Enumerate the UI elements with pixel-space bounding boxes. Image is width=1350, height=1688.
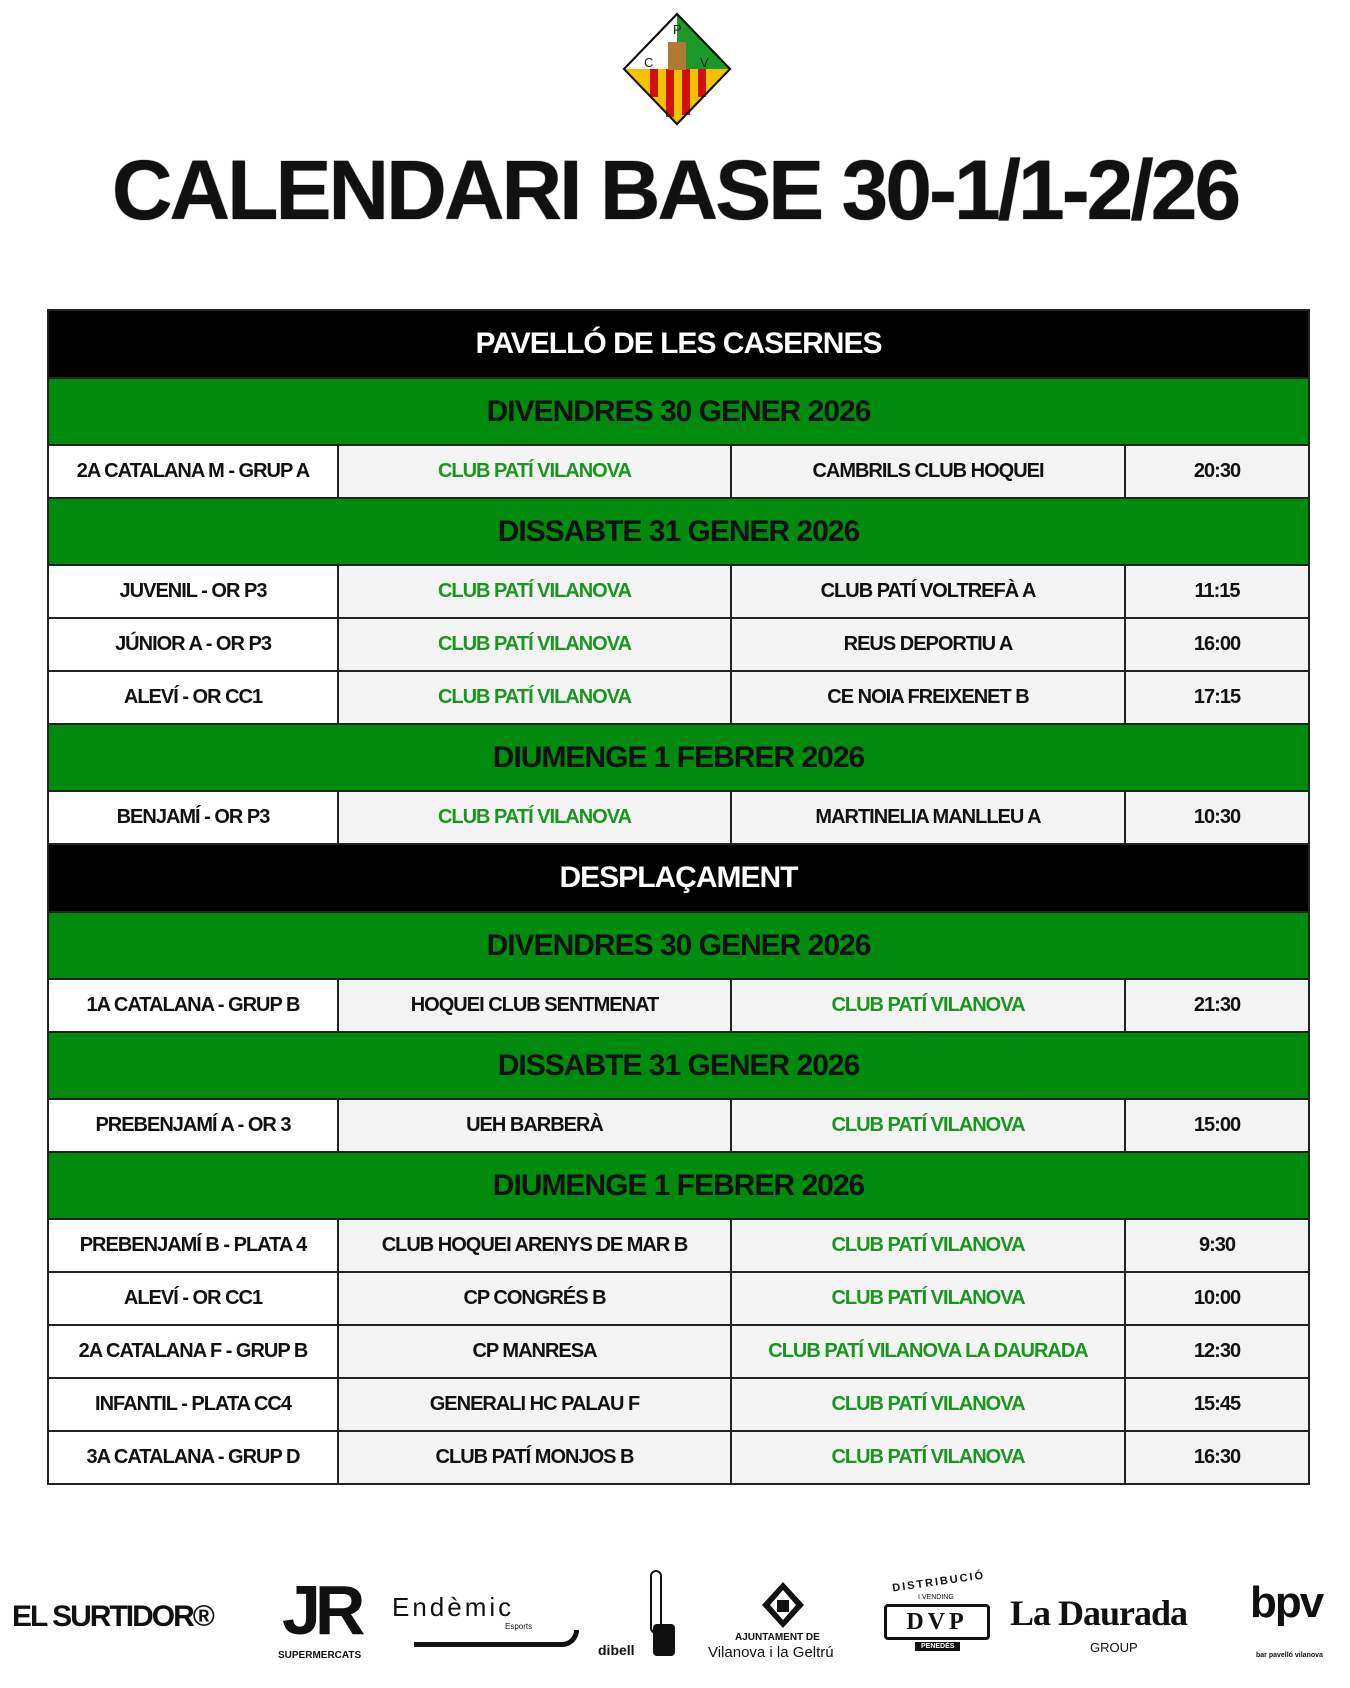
day-header-row xyxy=(48,378,1309,445)
match-category: PREBENJAMÍ A - OR 3 xyxy=(95,1114,291,1136)
match-time: 20:30 xyxy=(1193,460,1241,482)
away-team-cell xyxy=(731,791,1125,844)
home-team: UEH BARBERÀ xyxy=(466,1114,603,1136)
away-team-cell xyxy=(731,565,1125,618)
match-row xyxy=(48,1099,1309,1152)
match-time: 17:15 xyxy=(1193,686,1241,708)
match-time-cell xyxy=(1125,445,1309,498)
match-row xyxy=(48,1272,1309,1325)
match-time-cell xyxy=(1125,1325,1309,1378)
match-time: 9:30 xyxy=(1198,1234,1236,1256)
match-category-cell xyxy=(48,1099,338,1152)
day-label: DISSABTE 31 GENER 2026 xyxy=(497,514,860,548)
day-header-row xyxy=(48,1152,1309,1219)
away-team-cell xyxy=(731,445,1125,498)
day-label: DIVENDRES 30 GENER 2026 xyxy=(486,394,871,428)
match-time-cell xyxy=(1125,1219,1309,1272)
sponsor-ajuntament-top: AJUNTAMENT DE xyxy=(735,1632,820,1643)
match-category-cell xyxy=(48,1325,338,1378)
sponsor-dvp: DVP xyxy=(884,1604,990,1640)
match-row xyxy=(48,979,1309,1032)
home-team: HOQUEI CLUB SENTMENAT xyxy=(410,994,659,1016)
endemic-swoosh xyxy=(414,1630,579,1647)
match-category: 3A CATALANA - GRUP D xyxy=(86,1446,300,1468)
match-category: ALEVÍ - OR CC1 xyxy=(123,686,263,708)
home-team: CLUB PATÍ VILANOVA xyxy=(437,580,632,602)
match-row xyxy=(48,791,1309,844)
match-time: 16:30 xyxy=(1193,1446,1241,1468)
venue-header-row xyxy=(48,844,1309,912)
match-category-cell xyxy=(48,1219,338,1272)
match-category-cell xyxy=(48,1378,338,1431)
match-row xyxy=(48,1219,1309,1272)
club-logo xyxy=(620,12,734,126)
match-category: INFANTIL - PLATA CC4 xyxy=(95,1393,291,1415)
match-time-cell xyxy=(1125,565,1309,618)
away-team: CLUB PATÍ VILANOVA LA DAURADA xyxy=(768,1340,1088,1362)
sponsor-endemic: Endèmic xyxy=(392,1592,515,1622)
match-row xyxy=(48,1378,1309,1431)
match-category: 2A CATALANA F - GRUP B xyxy=(78,1340,308,1362)
away-team: CLUB PATÍ VILANOVA xyxy=(831,994,1025,1016)
home-team-cell xyxy=(338,979,731,1032)
dibella-figure xyxy=(650,1570,662,1634)
away-team-cell xyxy=(731,1219,1125,1272)
day-header xyxy=(48,498,1309,565)
match-row xyxy=(48,671,1309,724)
match-category: JÚNIOR A - OR P3 xyxy=(115,633,271,655)
venue-header-row xyxy=(48,310,1309,378)
page-title xyxy=(40,128,1310,253)
away-team-cell xyxy=(731,618,1125,671)
home-team: CP MANRESA xyxy=(472,1340,597,1362)
day-label: DIUMENGE 1 FEBRER 2026 xyxy=(492,740,865,774)
home-team-cell xyxy=(338,1219,731,1272)
match-category-cell xyxy=(48,1431,338,1484)
home-team-cell xyxy=(338,791,731,844)
match-category: PREBENJAMÍ B - PLATA 4 xyxy=(79,1234,307,1256)
match-time: 16:00 xyxy=(1193,633,1241,655)
match-category-cell xyxy=(48,791,338,844)
match-category-cell xyxy=(48,979,338,1032)
day-header xyxy=(48,912,1309,979)
sponsor-bpv-sub: bar pavelló vilanova xyxy=(1256,1652,1323,1659)
match-row xyxy=(48,565,1309,618)
sponsor-endemic-sub: Esports xyxy=(505,1622,533,1631)
away-team: REUS DEPORTIU A xyxy=(843,633,1013,655)
sponsor-la-daurada-sub: GROUP xyxy=(1090,1640,1138,1655)
match-time: 10:30 xyxy=(1193,806,1241,828)
day-header xyxy=(48,1032,1309,1099)
match-time-cell xyxy=(1125,618,1309,671)
day-header xyxy=(48,378,1309,445)
home-team: CLUB PATÍ VILANOVA xyxy=(437,633,632,655)
logo-letter-p: P xyxy=(673,22,682,37)
sponsor-dvp-bottom: PENEDÈS xyxy=(915,1642,960,1651)
sponsors-strip xyxy=(0,1570,1350,1670)
day-label: DIUMENGE 1 FEBRER 2026 xyxy=(492,1168,865,1202)
sponsor-dvp-top: DISTRIBUCIÓ xyxy=(891,1569,986,1595)
away-team: CLUB PATÍ VOLTREFÀ A xyxy=(820,580,1036,602)
away-team-cell xyxy=(731,1431,1125,1484)
sponsor-bpv: bpv xyxy=(1250,1578,1323,1627)
match-category: BENJAMÍ - OR P3 xyxy=(116,806,270,828)
sponsor-dibella: dibell xyxy=(598,1642,635,1658)
home-team: CP CONGRÉS B xyxy=(463,1287,606,1309)
away-team: MARTINELIA MANLLEU A xyxy=(815,806,1041,828)
venue-name: DESPLAÇAMENT xyxy=(559,861,798,894)
venue-name: PAVELLÓ DE LES CASERNES xyxy=(475,327,882,360)
match-time-cell xyxy=(1125,791,1309,844)
away-team-cell xyxy=(731,1325,1125,1378)
away-team: CE NOIA FREIXENET B xyxy=(827,686,1029,708)
away-team-cell xyxy=(731,1272,1125,1325)
away-team: CLUB PATÍ VILANOVA xyxy=(831,1446,1025,1468)
sponsor-ajuntament: Vilanova i la Geltrú xyxy=(708,1644,834,1661)
home-team-cell xyxy=(338,445,731,498)
away-team-cell xyxy=(731,979,1125,1032)
home-team: CLUB PATÍ VILANOVA xyxy=(437,806,632,828)
away-team-cell xyxy=(731,1378,1125,1431)
away-team-cell xyxy=(731,1099,1125,1152)
match-category-cell xyxy=(48,1272,338,1325)
match-category: 1A CATALANA - GRUP B xyxy=(86,994,300,1016)
day-header-row xyxy=(48,724,1309,791)
day-label: DIVENDRES 30 GENER 2026 xyxy=(486,928,871,962)
venue-header xyxy=(48,310,1309,378)
match-time-cell xyxy=(1125,1272,1309,1325)
day-header-row xyxy=(48,1032,1309,1099)
match-time-cell xyxy=(1125,671,1309,724)
match-category-cell xyxy=(48,445,338,498)
away-team: CLUB PATÍ VILANOVA xyxy=(831,1393,1025,1415)
page-title-text: CALENDARI BASE 30-1/1-2/26 xyxy=(111,143,1239,237)
logo-letter-v: V xyxy=(700,55,709,70)
sponsor-dvp-sub: I VENDING xyxy=(918,1594,954,1601)
match-time-cell xyxy=(1125,1378,1309,1431)
away-team-cell xyxy=(731,671,1125,724)
day-header-row xyxy=(48,912,1309,979)
home-team: CLUB PATÍ MONJOS B xyxy=(435,1446,634,1468)
match-time-cell xyxy=(1125,979,1309,1032)
logo-letter-c: C xyxy=(644,55,654,70)
match-time: 12:30 xyxy=(1193,1340,1241,1362)
match-time: 10:00 xyxy=(1193,1287,1241,1309)
match-category: 2A CATALANA M - GRUP A xyxy=(76,460,310,482)
home-team-cell xyxy=(338,565,731,618)
sponsor-jr-sub: SUPERMERCATS xyxy=(278,1650,362,1661)
day-header xyxy=(48,1152,1309,1219)
away-team: CLUB PATÍ VILANOVA xyxy=(831,1114,1025,1136)
sponsor-el-surtidor: EL SURTIDOR® xyxy=(12,1600,213,1633)
home-team: CLUB PATÍ VILANOVA xyxy=(437,460,632,482)
match-row xyxy=(48,1325,1309,1378)
match-time: 11:15 xyxy=(1194,580,1240,602)
home-team-cell xyxy=(338,1431,731,1484)
match-time-cell xyxy=(1125,1099,1309,1152)
match-category: JUVENIL - OR P3 xyxy=(119,580,267,602)
day-header xyxy=(48,724,1309,791)
home-team-cell xyxy=(338,618,731,671)
day-header-row xyxy=(48,498,1309,565)
home-team: CLUB HOQUEI ARENYS DE MAR B xyxy=(381,1234,688,1256)
home-team-cell xyxy=(338,1099,731,1152)
match-category-cell xyxy=(48,565,338,618)
home-team: GENERALI HC PALAU F xyxy=(429,1393,640,1415)
away-team: CLUB PATÍ VILANOVA xyxy=(831,1287,1025,1309)
away-team: CLUB PATÍ VILANOVA xyxy=(831,1234,1025,1256)
match-time: 15:45 xyxy=(1193,1393,1241,1415)
home-team: CLUB PATÍ VILANOVA xyxy=(437,686,632,708)
sponsor-jr: JR xyxy=(282,1571,360,1649)
match-row xyxy=(48,618,1309,671)
home-team-cell xyxy=(338,671,731,724)
home-team-cell xyxy=(338,1378,731,1431)
schedule-table xyxy=(47,309,1310,1485)
sponsor-la-daurada: La Daurada xyxy=(1010,1593,1188,1633)
match-row xyxy=(48,1431,1309,1484)
match-time: 15:00 xyxy=(1193,1114,1241,1136)
match-time: 21:30 xyxy=(1193,994,1241,1016)
away-team: CAMBRILS CLUB HOQUEI xyxy=(812,460,1044,482)
day-label: DISSABTE 31 GENER 2026 xyxy=(497,1048,860,1082)
match-category-cell xyxy=(48,671,338,724)
match-row xyxy=(48,445,1309,498)
ajuntament-crest-icon xyxy=(760,1580,806,1630)
home-team-cell xyxy=(338,1272,731,1325)
match-category-cell xyxy=(48,618,338,671)
venue-header xyxy=(48,844,1309,912)
match-category: ALEVÍ - OR CC1 xyxy=(123,1287,263,1309)
home-team-cell xyxy=(338,1325,731,1378)
match-time-cell xyxy=(1125,1431,1309,1484)
